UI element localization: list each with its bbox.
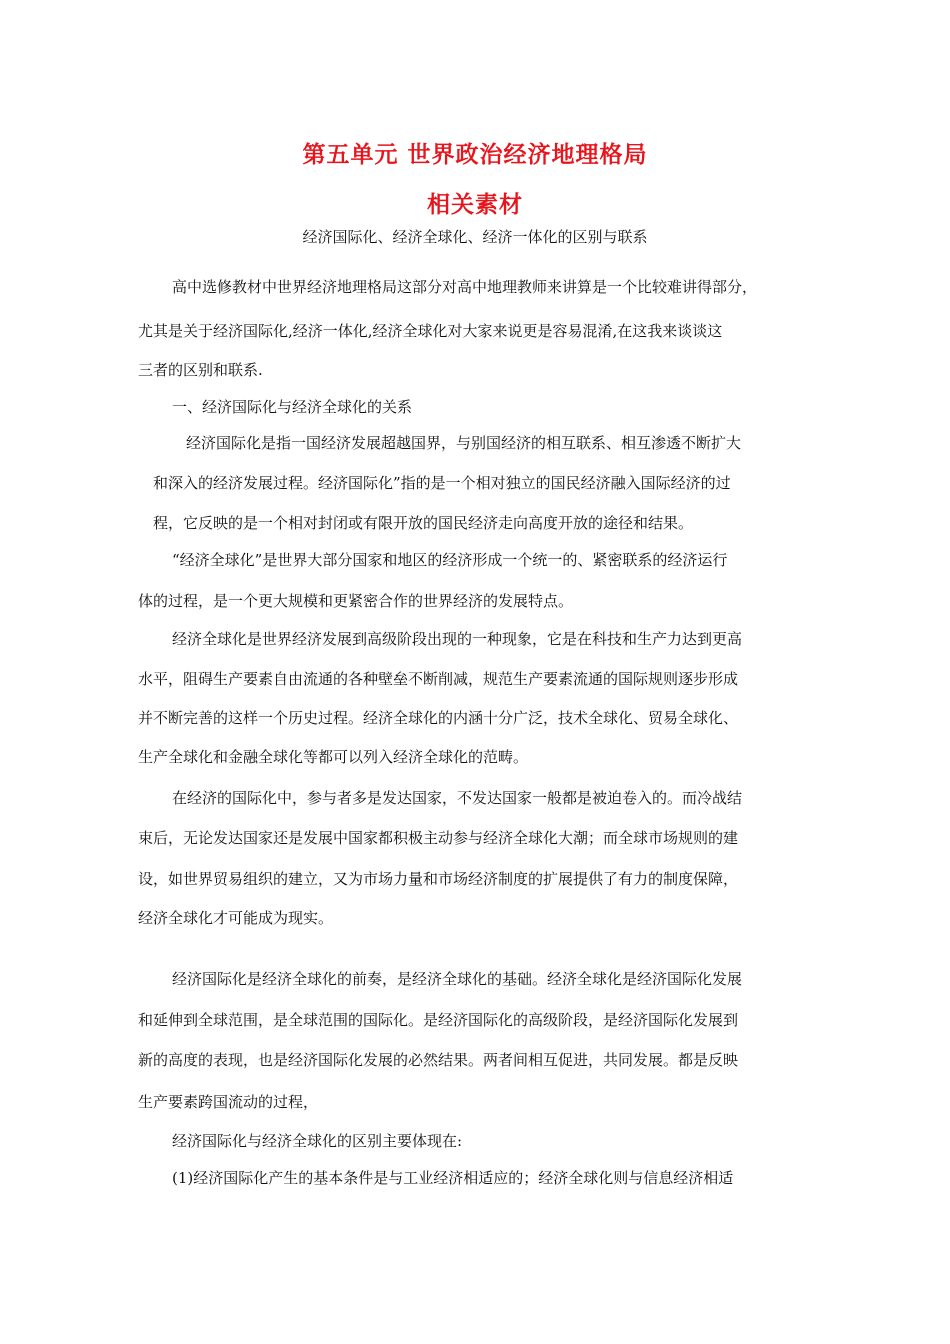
- paragraph-line: 和延伸到全球范围，是全球范围的国际化。是经济国际化的高级阶段，是经济国际化发展到: [138, 1011, 739, 1029]
- paragraph-line: 高中选修教材中世界经济地理格局这部分对高中地理教师来讲算是一个比较难讲得部分，: [172, 278, 758, 296]
- paragraph-line: 经济全球化才可能成为现实。: [138, 909, 334, 927]
- document-title: 第五单元 世界政治经济地理格局: [302, 142, 648, 168]
- document-subtitle: 经济国际化、经济全球化、经济一体化的区别与联系: [302, 228, 648, 246]
- paragraph-line: 体的过程，是一个更大规模和更紧密合作的世界经济的发展特点。: [138, 592, 574, 610]
- paragraph-line: 水平，阻碍生产要素自由流通的各种壁垒不断削减，规范生产要素流通的国际规则逐步形成: [138, 670, 739, 688]
- paragraph-line: 和深入的经济发展过程。经济国际化”指的是一个相对独立的国民经济融入国际经济的过: [153, 474, 731, 492]
- paragraph-line: 新的高度的表现，也是经济国际化发展的必然结果。两者间相互促进，共同发展。都是反映: [138, 1051, 739, 1069]
- paragraph-line: 在经济的国际化中，参与者多是发达国家，不发达国家一般都是被迫卷入的。而冷战结: [172, 789, 743, 807]
- paragraph-line: 三者的区别和联系.: [138, 361, 263, 379]
- paragraph-line: “经济全球化”是世界大部分国家和地区的经济形成一个统一的、紧密联系的经济运行: [172, 551, 728, 569]
- paragraph-line: 并不断完善的这样一个历史过程。经济全球化的内涵十分广泛，技术全球化、贸易全球化、: [138, 709, 739, 727]
- paragraph-line: 束后，无论发达国家还是发展中国家都积极主动参与经济全球化大潮；而全球市场规则的建: [138, 829, 739, 847]
- paragraph-line: 尤其是关于经济国际化,经济一体化,经济全球化对大家来说更是容易混淆,在这我来谈谈这: [138, 322, 723, 340]
- paragraph-line: 经济全球化是世界经济发展到高级阶段出现的一种现象，它是在科技和生产力达到更高: [172, 630, 743, 648]
- section-heading: 一、经济国际化与经济全球化的关系: [172, 398, 413, 416]
- paragraph-line: 经济国际化是经济全球化的前奏，是经济全球化的基础。经济全球化是经济国际化发展: [172, 970, 743, 988]
- paragraph-line: 程，它反映的是一个相对封闭或有限开放的国民经济走向高度开放的途径和结果。: [153, 514, 694, 532]
- paragraph-line: 生产全球化和金融全球化等都可以列入经济全球化的范畴。: [138, 748, 529, 766]
- paragraph-line: 经济国际化与经济全球化的区别主要体现在:: [172, 1132, 463, 1150]
- paragraph-line: 经济国际化是指一国经济发展超越国界，与别国经济的相互联系、相互渗透不断扩大: [186, 434, 742, 452]
- document-heading: 相关素材: [427, 192, 523, 218]
- paragraph-line: 生产要素跨国流动的过程，: [138, 1093, 319, 1111]
- paragraph-line: (1)经济国际化产生的基本条件是与工业经济相适应的；经济全球化则与信息经济相适: [172, 1169, 734, 1187]
- paragraph-line: 设，如世界贸易组织的建立，又为市场力量和市场经济制度的扩展提供了有力的制度保障，: [138, 870, 739, 888]
